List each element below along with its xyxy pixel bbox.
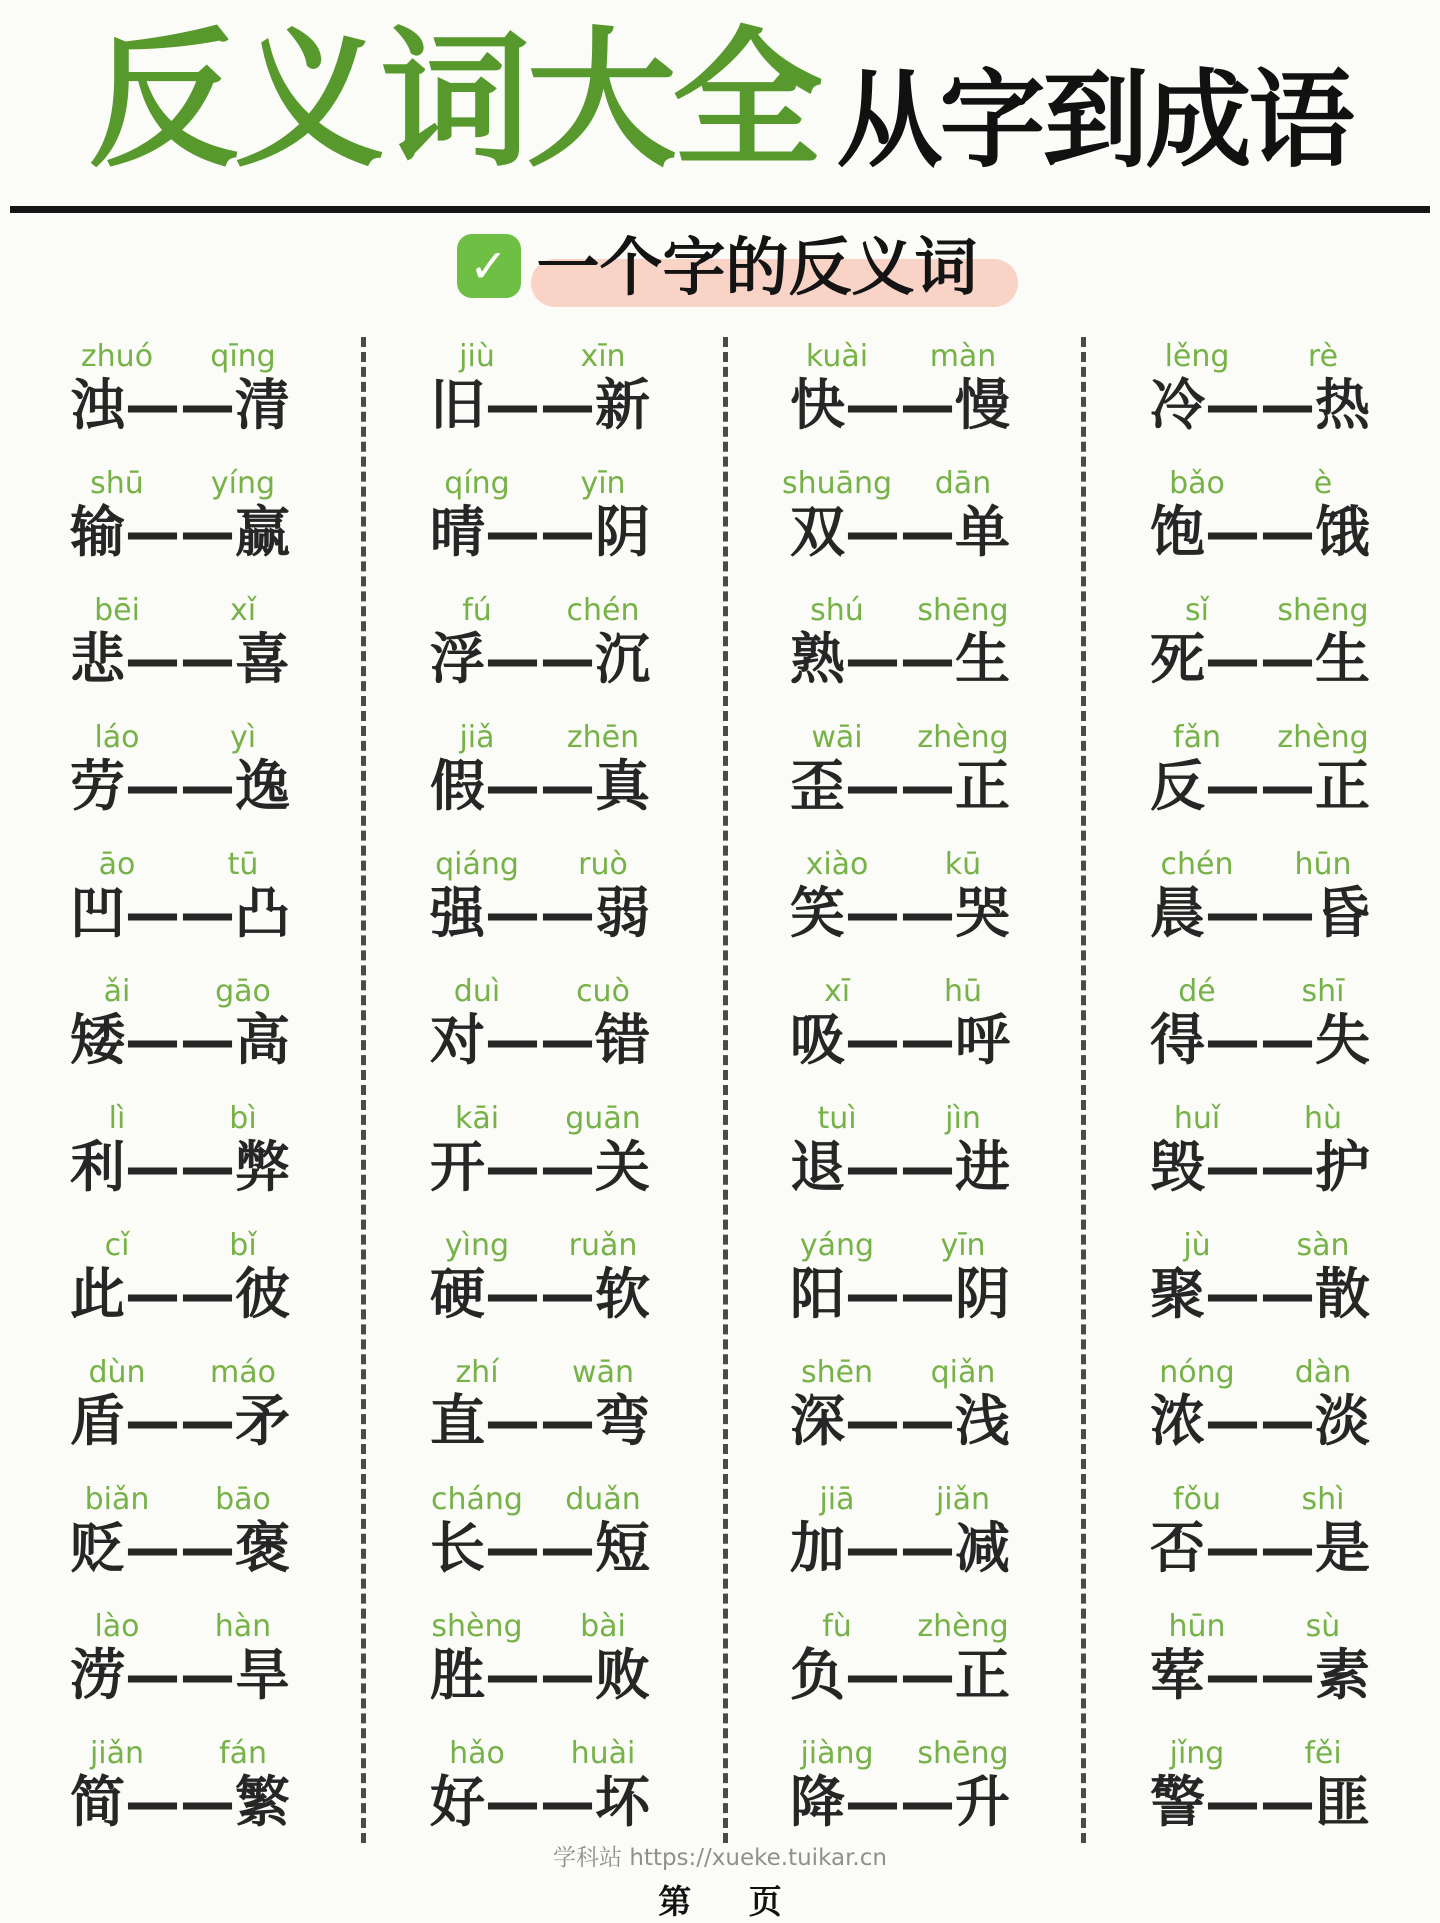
pinyin-row	[414, 1483, 666, 1518]
antonym-pair-cell	[720, 325, 1080, 452]
char-pair: 退——进	[789, 1135, 1010, 1200]
pinyin-syllable: hūn	[1168, 1608, 1226, 1644]
pinyin-row	[1134, 975, 1386, 1010]
char-pair: 降——升	[789, 1770, 1010, 1835]
pinyin-row	[414, 340, 666, 375]
page-number-label: 第 页	[658, 1882, 782, 1921]
pinyin-row	[1134, 848, 1386, 883]
pinyin-syllable: yīn	[580, 465, 626, 501]
pinyin-syllable: duì	[453, 973, 501, 1009]
pinyin-syllable: bāo	[215, 1481, 271, 1517]
char-pair: 简——繁	[69, 1770, 290, 1835]
pinyin-syllable: chén	[566, 592, 640, 628]
pinyin-syllable: huǐ	[1173, 1100, 1221, 1136]
pinyin-syllable: yīn	[940, 1227, 986, 1263]
antonym-pair-cell	[360, 1087, 720, 1214]
pinyin-syllable: jiā	[819, 1481, 855, 1517]
antonym-pair-cell	[360, 833, 720, 960]
pinyin-syllable: shēng	[917, 1735, 1009, 1771]
pinyin-syllable: zhēn	[566, 719, 640, 755]
pinyin-row	[774, 975, 1026, 1010]
pinyin-syllable: cuò	[576, 973, 630, 1009]
pinyin-syllable: āo	[98, 846, 136, 882]
pinyin-syllable: guān	[565, 1100, 641, 1136]
pinyin-syllable: jiǎ	[459, 719, 495, 755]
subtitle-label: 一个字的反义词	[536, 230, 978, 304]
antonym-pair-cell	[1080, 706, 1440, 833]
pinyin-syllable: fǎn	[1173, 719, 1221, 755]
antonym-pair-cell	[1080, 1468, 1440, 1595]
pinyin-syllable: duǎn	[565, 1481, 641, 1517]
pinyin-syllable: kāi	[454, 1100, 500, 1136]
char-pair: 双——单	[789, 500, 1010, 565]
char-pair: 熟——生	[789, 627, 1010, 692]
pinyin-syllable: qíng	[444, 465, 510, 501]
char-pair: 负——正	[789, 1643, 1010, 1708]
antonym-pair-cell	[720, 960, 1080, 1087]
antonym-pair-cell	[1080, 1595, 1440, 1722]
pinyin-syllable: hǎo	[449, 1735, 505, 1771]
antonym-pair-cell	[360, 1468, 720, 1595]
char-pair: 加——减	[789, 1516, 1010, 1581]
antonym-pair-cell	[0, 1595, 360, 1722]
pinyin-syllable: biǎn	[84, 1481, 150, 1517]
antonym-pair-cell	[360, 960, 720, 1087]
pinyin-row	[1134, 467, 1386, 502]
pinyin-row	[1134, 1610, 1386, 1645]
antonym-pair-cell	[360, 1214, 720, 1341]
char-pair: 悲——喜	[69, 627, 290, 692]
pinyin-row	[774, 1356, 1026, 1391]
pinyin-row	[774, 340, 1026, 375]
antonym-pair-cell	[1080, 960, 1440, 1087]
pinyin-syllable: zhuó	[80, 338, 154, 374]
pinyin-row	[1134, 1737, 1386, 1772]
antonym-pair-cell	[1080, 325, 1440, 452]
column-divider	[1081, 337, 1086, 1843]
antonym-pair-cell	[0, 1722, 360, 1849]
antonym-pair-cell	[0, 1214, 360, 1341]
page-header	[0, 0, 1440, 188]
antonym-pair-cell	[0, 706, 360, 833]
char-pair: 得——失	[1149, 1008, 1370, 1073]
pinyin-row	[774, 594, 1026, 629]
char-pair: 强——弱	[429, 881, 650, 946]
pinyin-row	[414, 1229, 666, 1264]
pinyin-syllable: è	[1313, 465, 1333, 501]
antonym-pair-cell	[0, 579, 360, 706]
pinyin-syllable: cǐ	[104, 1227, 130, 1263]
antonym-pair-cell	[0, 1468, 360, 1595]
pinyin-syllable: ruò	[578, 846, 628, 882]
pinyin-syllable: kuài	[805, 338, 869, 374]
antonym-pair-cell	[720, 1087, 1080, 1214]
pinyin-syllable: shū	[90, 465, 144, 501]
char-pair: 浮——沉	[429, 627, 650, 692]
pinyin-syllable: zhèng	[917, 719, 1009, 755]
char-pair: 快——慢	[789, 373, 1010, 438]
pinyin-row	[1134, 340, 1386, 375]
antonym-pair-cell	[720, 1468, 1080, 1595]
char-pair: 矮——高	[69, 1008, 290, 1073]
char-pair: 吸——呼	[789, 1008, 1010, 1073]
pinyin-row	[414, 1356, 666, 1391]
pinyin-row	[1134, 594, 1386, 629]
pinyin-row	[1134, 1483, 1386, 1518]
char-pair: 浊——清	[69, 373, 290, 438]
pinyin-syllable: fú	[462, 592, 492, 628]
char-pair: 胜——败	[429, 1643, 650, 1708]
pinyin-syllable: hù	[1303, 1100, 1343, 1136]
antonym-pair-cell	[720, 1341, 1080, 1468]
pinyin-row	[54, 1229, 306, 1264]
char-pair: 深——浅	[789, 1389, 1010, 1454]
char-pair: 饱——饿	[1149, 500, 1370, 565]
char-pair: 阳——阴	[789, 1262, 1010, 1327]
char-pair: 警——匪	[1149, 1770, 1370, 1835]
pinyin-row	[774, 1483, 1026, 1518]
char-pair: 歪——正	[789, 754, 1010, 819]
pinyin-syllable: qiǎn	[930, 1354, 996, 1390]
antonym-pair-cell	[0, 1087, 360, 1214]
antonym-pair-cell	[1080, 1722, 1440, 1849]
char-pair: 直——弯	[429, 1389, 650, 1454]
antonym-pair-cell	[0, 325, 360, 452]
antonym-pair-cell	[720, 706, 1080, 833]
pinyin-syllable: yìng	[444, 1227, 510, 1263]
pinyin-syllable: hàn	[214, 1608, 272, 1644]
char-pair: 反——正	[1149, 754, 1370, 819]
char-pair: 冷——热	[1149, 373, 1370, 438]
antonym-pair-cell	[0, 960, 360, 1087]
pinyin-syllable: yíng	[210, 465, 276, 501]
pinyin-syllable: kū	[944, 846, 982, 882]
pinyin-row	[414, 1102, 666, 1137]
pinyin-syllable: jiǎn	[89, 1735, 145, 1771]
pinyin-row	[414, 975, 666, 1010]
pinyin-syllable: dān	[934, 465, 992, 501]
antonym-pair-cell	[360, 1341, 720, 1468]
char-pair: 开——关	[429, 1135, 650, 1200]
antonym-pair-cell	[360, 706, 720, 833]
char-pair: 聚——散	[1149, 1262, 1370, 1327]
char-pair: 输——赢	[69, 500, 290, 565]
pinyin-syllable: bǐ	[229, 1227, 257, 1263]
antonym-pair-cell	[720, 1595, 1080, 1722]
char-pair: 贬——褒	[69, 1516, 290, 1581]
antonym-pair-cell	[1080, 1341, 1440, 1468]
antonym-pair-cell	[360, 579, 720, 706]
pinyin-syllable: fǒu	[1173, 1481, 1221, 1517]
pinyin-syllable: láo	[94, 719, 140, 755]
char-pair: 笑——哭	[789, 881, 1010, 946]
pinyin-row	[774, 1229, 1026, 1264]
antonym-pair-cell	[1080, 579, 1440, 706]
pinyin-row	[54, 467, 306, 502]
pinyin-syllable: qiáng	[435, 846, 519, 882]
pinyin-syllable: dùn	[88, 1354, 146, 1390]
pinyin-syllable: xǐ	[229, 592, 257, 628]
pinyin-row	[54, 1356, 306, 1391]
antonym-pair-cell	[720, 452, 1080, 579]
pinyin-syllable: huài	[570, 1735, 636, 1771]
pinyin-syllable: sù	[1305, 1608, 1341, 1644]
antonym-grid	[0, 325, 1440, 1849]
antonym-pair-cell	[720, 1722, 1080, 1849]
pinyin-row	[414, 1610, 666, 1645]
pinyin-row	[54, 721, 306, 756]
antonym-pair-cell	[1080, 833, 1440, 960]
pinyin-syllable: shēn	[800, 1354, 874, 1390]
pinyin-syllable: shú	[810, 592, 864, 628]
pinyin-syllable: hūn	[1294, 846, 1352, 882]
antonym-pair-cell	[360, 1595, 720, 1722]
pinyin-syllable: dé	[1178, 973, 1216, 1009]
pinyin-syllable: shēng	[1277, 592, 1369, 628]
char-pair: 利——弊	[69, 1135, 290, 1200]
pinyin-row	[414, 721, 666, 756]
watermark: 学科站 https://xueke.tuikar.cn	[553, 1845, 887, 1871]
pinyin-syllable: cháng	[431, 1481, 523, 1517]
pinyin-syllable: bì	[229, 1100, 257, 1136]
antonym-pair-cell	[360, 452, 720, 579]
pinyin-row	[54, 594, 306, 629]
pinyin-row	[54, 1610, 306, 1645]
char-pair: 晨——昏	[1149, 881, 1370, 946]
pinyin-syllable: jiù	[459, 338, 495, 374]
pinyin-row	[774, 1737, 1026, 1772]
check-icon: ✓	[457, 234, 521, 298]
pinyin-syllable: hū	[943, 973, 983, 1009]
pinyin-row	[1134, 1102, 1386, 1137]
pinyin-syllable: sàn	[1296, 1227, 1350, 1263]
char-pair: 旧——新	[429, 373, 650, 438]
char-pair: 凹——凸	[69, 881, 290, 946]
pinyin-row	[1134, 721, 1386, 756]
char-pair: 此——彼	[69, 1262, 290, 1327]
pinyin-syllable: shuāng	[781, 465, 893, 501]
pinyin-row	[774, 721, 1026, 756]
pinyin-syllable: wān	[572, 1354, 634, 1390]
pinyin-row	[414, 1737, 666, 1772]
char-pair: 劳——逸	[69, 754, 290, 819]
char-pair: 长——短	[429, 1516, 650, 1581]
subtitle-row	[0, 229, 1440, 303]
pinyin-row	[414, 467, 666, 502]
column-divider	[723, 337, 728, 1843]
pinyin-syllable: jiàng	[800, 1735, 874, 1771]
antonym-pair-cell	[0, 833, 360, 960]
pinyin-syllable: fù	[822, 1608, 852, 1644]
pinyin-row	[774, 467, 1026, 502]
char-pair: 毁——护	[1149, 1135, 1370, 1200]
pinyin-syllable: shì	[1301, 1481, 1345, 1517]
char-pair: 涝——旱	[69, 1643, 290, 1708]
char-pair: 晴——阴	[429, 500, 650, 565]
pinyin-syllable: fěi	[1304, 1735, 1342, 1771]
pinyin-syllable: rè	[1307, 338, 1339, 374]
pinyin-syllable: zhèng	[1277, 719, 1369, 755]
pinyin-syllable: shī	[1301, 973, 1345, 1009]
pinyin-syllable: bài	[580, 1608, 626, 1644]
antonym-pairs-container	[0, 325, 1440, 1849]
pinyin-syllable: shèng	[431, 1608, 523, 1644]
column-divider	[361, 337, 366, 1843]
char-pair: 否——是	[1149, 1516, 1370, 1581]
pinyin-syllable: jù	[1183, 1227, 1211, 1263]
pinyin-row	[774, 848, 1026, 883]
title-underline	[10, 206, 1430, 213]
antonym-pair-cell	[720, 579, 1080, 706]
pinyin-syllable: jìn	[945, 1100, 981, 1136]
pinyin-syllable: bǎo	[1169, 465, 1225, 501]
antonym-pair-cell	[720, 1214, 1080, 1341]
pinyin-syllable: fán	[219, 1735, 267, 1771]
pinyin-syllable: màn	[929, 338, 997, 374]
pinyin-row	[414, 848, 666, 883]
pinyin-syllable: sǐ	[1185, 592, 1209, 628]
pinyin-syllable: jiǎn	[935, 1481, 991, 1517]
pinyin-syllable: xī	[823, 973, 851, 1009]
pinyin-syllable: chén	[1160, 846, 1234, 882]
antonym-pair-cell	[360, 1722, 720, 1849]
antonym-pair-cell	[360, 325, 720, 452]
pinyin-row	[414, 594, 666, 629]
pinyin-syllable: yì	[229, 719, 257, 755]
pinyin-row	[1134, 1356, 1386, 1391]
antonym-pair-cell	[1080, 1214, 1440, 1341]
pinyin-row	[774, 1610, 1026, 1645]
pinyin-syllable: xiào	[805, 846, 869, 882]
pinyin-syllable: tū	[227, 846, 259, 882]
page-subtitle	[535, 230, 984, 304]
pinyin-row	[774, 1102, 1026, 1137]
page-title-green: 反义词大全	[88, 14, 819, 188]
pinyin-syllable: qīng	[210, 338, 276, 374]
pinyin-row	[54, 1737, 306, 1772]
pinyin-syllable: tuì	[817, 1100, 857, 1136]
char-pair: 好——坏	[429, 1770, 650, 1835]
pinyin-syllable: shēng	[917, 592, 1009, 628]
page-title-black: 从字到成语	[836, 58, 1352, 182]
pinyin-syllable: ruǎn	[568, 1227, 638, 1263]
pinyin-syllable: xīn	[580, 338, 626, 374]
char-pair: 荤——素	[1149, 1643, 1370, 1708]
pinyin-syllable: bēi	[94, 592, 140, 628]
pinyin-syllable: lì	[108, 1100, 126, 1136]
char-pair: 对——错	[429, 1008, 650, 1073]
pinyin-syllable: yáng	[799, 1227, 875, 1263]
antonym-pair-cell	[720, 833, 1080, 960]
char-pair: 死——生	[1149, 627, 1370, 692]
pinyin-row	[54, 1102, 306, 1137]
char-pair: 浓——淡	[1149, 1389, 1370, 1454]
pinyin-syllable: ǎi	[103, 973, 131, 1009]
pinyin-syllable: lào	[94, 1608, 140, 1644]
pinyin-row	[54, 975, 306, 1010]
pinyin-row	[54, 1483, 306, 1518]
pinyin-syllable: jǐng	[1169, 1735, 1225, 1771]
pinyin-syllable: dàn	[1294, 1354, 1352, 1390]
pinyin-syllable: wāi	[811, 719, 863, 755]
antonym-pair-cell	[1080, 452, 1440, 579]
pinyin-syllable: zhí	[455, 1354, 499, 1390]
pinyin-syllable: zhèng	[917, 1608, 1009, 1644]
antonym-pair-cell	[0, 452, 360, 579]
pinyin-syllable: gāo	[215, 973, 271, 1009]
antonym-pair-cell	[0, 1341, 360, 1468]
pinyin-row	[54, 848, 306, 883]
pinyin-syllable: máo	[210, 1354, 276, 1390]
pinyin-syllable: lěng	[1164, 338, 1230, 374]
char-pair: 盾——矛	[69, 1389, 290, 1454]
char-pair: 硬——软	[429, 1262, 650, 1327]
antonym-pair-cell	[1080, 1087, 1440, 1214]
pinyin-row	[54, 340, 306, 375]
pinyin-row	[1134, 1229, 1386, 1264]
char-pair: 假——真	[429, 754, 650, 819]
pinyin-syllable: nóng	[1159, 1354, 1235, 1390]
